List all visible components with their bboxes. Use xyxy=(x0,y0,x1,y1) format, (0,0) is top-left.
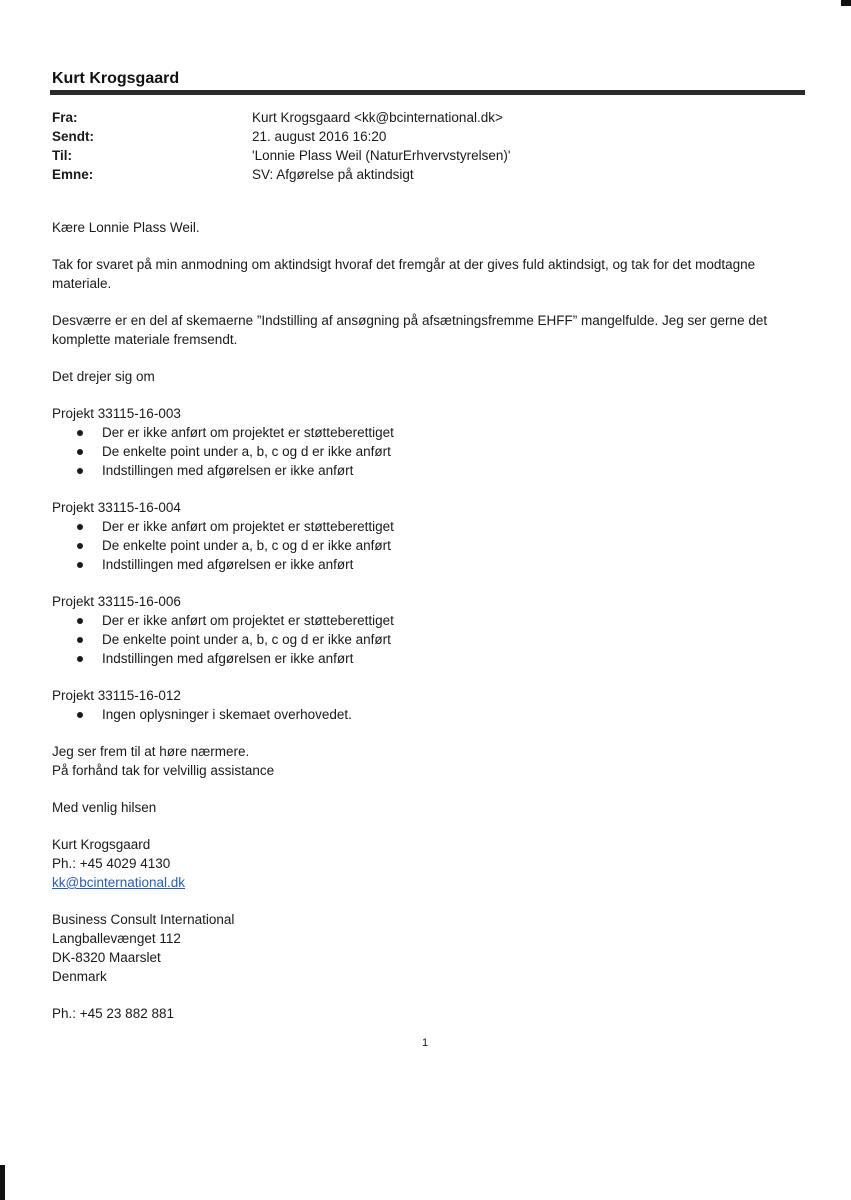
company-street: Langballevænget 112 xyxy=(52,931,181,946)
list-item xyxy=(52,517,802,536)
closing-line-2: På forhånd tak for velvillig assistance xyxy=(52,763,275,778)
bullet-icon xyxy=(77,637,83,643)
list-item xyxy=(52,705,802,724)
list-item-text: Der er ikke anført om projektet er støtteberettiget xyxy=(102,519,394,534)
project-block xyxy=(52,686,802,724)
project-title: Projekt 33115-16-006 xyxy=(52,594,181,609)
project-title: Projekt 33115-16-004 xyxy=(52,500,181,515)
list-item-text: Ingen oplysninger i skemaet overhovedet. xyxy=(102,707,352,722)
list-item xyxy=(52,555,802,574)
project-title: Projekt 33115-16-012 xyxy=(52,688,181,703)
header-row-from xyxy=(52,110,792,129)
project-items xyxy=(52,611,802,668)
signature-email-link[interactable]: kk@bcinternational.dk xyxy=(52,875,186,890)
project-items xyxy=(52,517,802,574)
signature-phone: Ph.: +45 4029 4130 xyxy=(52,856,171,871)
bullet-icon xyxy=(77,524,83,530)
list-item-text: De enkelte point under a, b, c og d er ikke anført xyxy=(102,632,391,647)
list-item-text: Indstillingen med afgørelsen er ikke anført xyxy=(102,557,354,572)
sender-name: Kurt Krogsgaard xyxy=(52,70,180,87)
list-item xyxy=(52,649,802,668)
bullet-icon xyxy=(77,712,83,718)
bullet-icon xyxy=(77,618,83,624)
project-block xyxy=(52,498,802,574)
project-items xyxy=(52,423,802,480)
from-value: Kurt Krogsgaard <kk@bcinternational.dk> xyxy=(252,110,503,125)
from-label: Fra: xyxy=(52,110,78,125)
list-item-text: De enkelte point under a, b, c og d er ikke anført xyxy=(102,444,391,459)
sent-label: Sendt: xyxy=(52,129,94,144)
bullet-icon xyxy=(77,449,83,455)
subject-label: Emne: xyxy=(52,167,94,182)
company-phone: Ph.: +45 23 882 881 xyxy=(52,1006,174,1021)
header-row-sent xyxy=(52,129,792,148)
project-title: Projekt 33115-16-003 xyxy=(52,406,181,421)
paragraph-2: Desværre er en del af skemaerne ”Indstilling af ansøgning på afsætningsfremme EHFF” mangelfulde. Jeg ser gerne det komplette materiale fremsendt. xyxy=(52,313,768,347)
to-label: Til: xyxy=(52,148,72,163)
page-number: 1 xyxy=(422,1037,429,1049)
project-block xyxy=(52,592,802,668)
project-items xyxy=(52,705,802,724)
email-body xyxy=(52,218,802,1041)
signature-name: Kurt Krogsgaard xyxy=(52,837,151,852)
header-rule xyxy=(50,90,805,95)
email-header xyxy=(52,110,792,186)
company-address xyxy=(52,910,802,986)
bullet-icon xyxy=(77,430,83,436)
subject-value: SV: Afgørelse på aktindsigt xyxy=(252,167,414,182)
project-block xyxy=(52,404,802,480)
paragraph-1: Tak for svaret på min anmodning om aktindsigt hvoraf det fremgår at der gives fuld aktindsigt, og tak for det modtagne materiale. xyxy=(52,257,756,291)
bullet-icon xyxy=(77,543,83,549)
bullet-icon xyxy=(77,468,83,474)
company-name: Business Consult International xyxy=(52,912,235,927)
list-item-text: Indstillingen med afgørelsen er ikke anført xyxy=(102,651,354,666)
company-country: Denmark xyxy=(52,969,107,984)
bullet-icon xyxy=(77,562,83,568)
list-item-text: Der er ikke anført om projektet er støtteberettiget xyxy=(102,613,394,628)
header-row-subject xyxy=(52,167,792,186)
list-item xyxy=(52,442,802,461)
list-item xyxy=(52,630,802,649)
signature xyxy=(52,835,802,892)
to-value: 'Lonnie Plass Weil (NaturErhvervstyrelsen)' xyxy=(252,148,511,163)
list-item xyxy=(52,461,802,480)
list-intro: Det drejer sig om xyxy=(52,369,155,384)
closing-line-1: Jeg ser frem til at høre nærmere. xyxy=(52,744,250,759)
list-item xyxy=(52,536,802,555)
company-city: DK-8320 Maarslet xyxy=(52,950,161,965)
list-item-text: Der er ikke anført om projektet er støtteberettiget xyxy=(102,425,394,440)
bullet-icon xyxy=(77,656,83,662)
header-row-to xyxy=(52,148,792,167)
sent-value: 21. august 2016 16:20 xyxy=(252,129,387,144)
list-item-text: De enkelte point under a, b, c og d er ikke anført xyxy=(102,538,391,553)
list-item xyxy=(52,423,802,442)
scan-mark xyxy=(0,1165,5,1200)
list-item xyxy=(52,611,802,630)
list-item-text: Indstillingen med afgørelsen er ikke anført xyxy=(102,463,354,478)
signoff: Med venlig hilsen xyxy=(52,800,157,815)
greeting: Kære Lonnie Plass Weil. xyxy=(52,220,200,235)
scan-mark xyxy=(841,0,851,6)
closing xyxy=(52,742,802,780)
